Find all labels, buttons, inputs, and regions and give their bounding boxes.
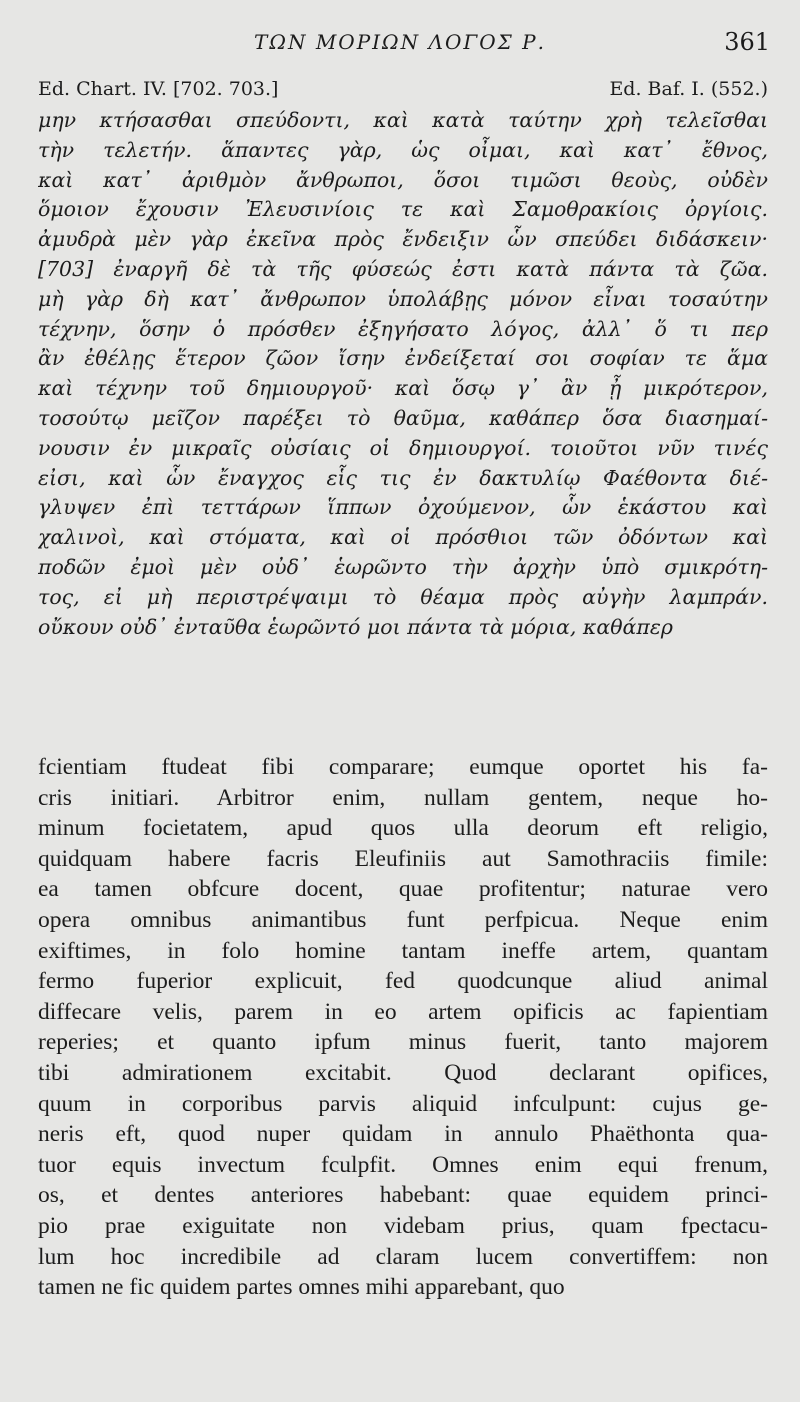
latin-text-line: ea tamen obfcure docent, quae profitentur; naturae vero [38, 876, 768, 903]
greek-text-line: καὶ κατ᾽ ἀριθμὸν ἄνθρωποι, ὅσοι τιμῶσι θεοὺς, οὐδὲν [38, 167, 768, 192]
greek-text-line: οὔκουν οὐδ᾽ ἐνταῦθα ἑωρῶντό μοι πάντα τὰ μόρια, καθάπερ [38, 614, 673, 639]
greek-text-line: χαλινοὶ, καὶ στόματα, καὶ οἱ πρόσθιοι τῶν ὀδόντων καὶ [38, 525, 768, 550]
latin-text-line: tamen ne fic quidem partes omnes mihi apparebant, quo [38, 1274, 565, 1301]
latin-text-line: opera omnibus animantibus funt perfpicua. Neque enim [38, 906, 768, 933]
latin-text-line: neris eft, quod nuper quidam in annulo Phaëthonta qua- [38, 1121, 768, 1148]
edition-reference-basel: Ed. Baf. I. (552.) [609, 78, 768, 100]
greek-text-line: γλυψεν ἐπὶ τεττάρων ἵππων ὀχούμενον, ὧν ἑκάστου καὶ [38, 495, 768, 520]
latin-text-line: pio prae exiguitate non videbam prius, quam fpectacu- [38, 1212, 768, 1239]
latin-text-line: tuor equis invectum fculpfit. Omnes enim equi frenum, [38, 1151, 768, 1178]
greek-text-line: εἰσι, καὶ ὧν ἔναγχος εἷς τις ἐν δακτυλίῳ Φαέθοντα διέ- [38, 465, 768, 490]
latin-text-line: os, et dentes anteriores habebant: quae equidem princi- [38, 1182, 768, 1209]
greek-text-line: τὴν τελετήν. ἅπαντες γὰρ, ὡς οἶμαι, καὶ κατ᾽ ἔθνος, [38, 137, 768, 162]
greek-text-line: μὴ γὰρ δὴ κατ᾽ ἄνθρωπον ὑπολάβῃς μόνον εἶναι τοσαύτην [38, 286, 768, 311]
greek-text-line: καὶ τέχνην τοῦ δημιουργοῦ· καὶ ὅσῳ γ᾽ ἂν ᾖ μικρότερον, [38, 376, 768, 401]
latin-text-line: diffecare velis, parem in eo artem opificis ac fapientiam [38, 998, 768, 1025]
page-number: 361 [724, 28, 770, 56]
greek-text-line: ὅμοιον ἔχουσιν Ἐλευσινίοις τε καὶ Σαμοθρακίοις ὀργίοις. [38, 197, 768, 222]
latin-text-line: fermo fuperior explicuit, fed quodcunque aliud animal [38, 968, 768, 995]
greek-text-line: ἂν ἐθέλῃς ἕτερον ζῶον ἴσην ἐνδείξεταί σοι σοφίαν τε ἅμα [38, 346, 768, 371]
greek-text-line: τος, εἰ μὴ περιστρέψαιμι τὸ θέαμα πρὸς αὐγὴν λαμπράν. [38, 584, 768, 609]
latin-text-block [38, 752, 768, 1303]
latin-text-line: reperies; et quanto ipfum minus fuerit, tanto majorem [38, 1029, 768, 1056]
greek-text-line: μην κτήσασθαι σπεύδοντι, καὶ κατὰ ταύτην χρὴ τελεῖσθαι [38, 108, 768, 132]
latin-text-line: minum focietatem, apud quos ulla deorum eft religio, [38, 815, 768, 842]
latin-text-line: exiftimes, in folo homine tantam ineffe artem, quantam [38, 937, 768, 964]
greek-text-line: τοσούτῳ μεῖζον παρέξει τὸ θαῦμα, καθάπερ ὅσα διασημαί- [38, 405, 768, 430]
edition-reference-chart: Ed. Chart. IV. [702. 703.] [38, 78, 279, 100]
greek-text-line: ποδῶν ἐμοὶ μὲν οὐδ᾽ ἑωρῶντο τὴν ἀρχὴν ὑπὸ σμικρότη- [38, 554, 768, 579]
greek-text-block [38, 106, 768, 642]
latin-text-line: quum in corporibus parvis aliquid infculpunt: cujus ge- [38, 1090, 768, 1117]
greek-text-line: ἀμυδρὰ μὲν γὰρ ἐκεῖνα πρὸς ἔνδειξιν ὧν σπεύδει διδάσκειν· [38, 227, 768, 252]
latin-text-line: cris initiari. Arbitror enim, nullam gentem, neque ho- [38, 784, 768, 811]
latin-text-line: fcientiam ftudeat fibi comparare; eumque oportet his fa- [38, 754, 768, 780]
greek-text-line: νουσιν ἐν μικραῖς οὐσίαις οἱ δημιουργοί. τοιοῦτοι νῦν τινές [38, 435, 768, 460]
greek-text-line: τέχνην, ὅσην ὁ πρόσθεν ἐξηγήσατο λόγος, ἀλλ᾽ ὅ τι περ [38, 316, 768, 341]
greek-text-line: [703] ἐναργῆ δὲ τὰ τῆς φύσεώς ἐστι κατὰ πάντα τὰ ζῶα. [38, 256, 768, 281]
latin-text-line: quidquam habere facris Eleufiniis aut Samothraciis fimile: [38, 845, 768, 872]
latin-text-line: tibi admirationem excitabit. Quod declarant opifices, [38, 1059, 768, 1086]
latin-text-line: lum hoc incredibile ad claram lucem convertiffem: non [38, 1243, 768, 1270]
running-header-title: ΤΩΝ ΜΟΡΙΩΝ ΛΟΓΟΣ Ρ. [254, 30, 546, 54]
